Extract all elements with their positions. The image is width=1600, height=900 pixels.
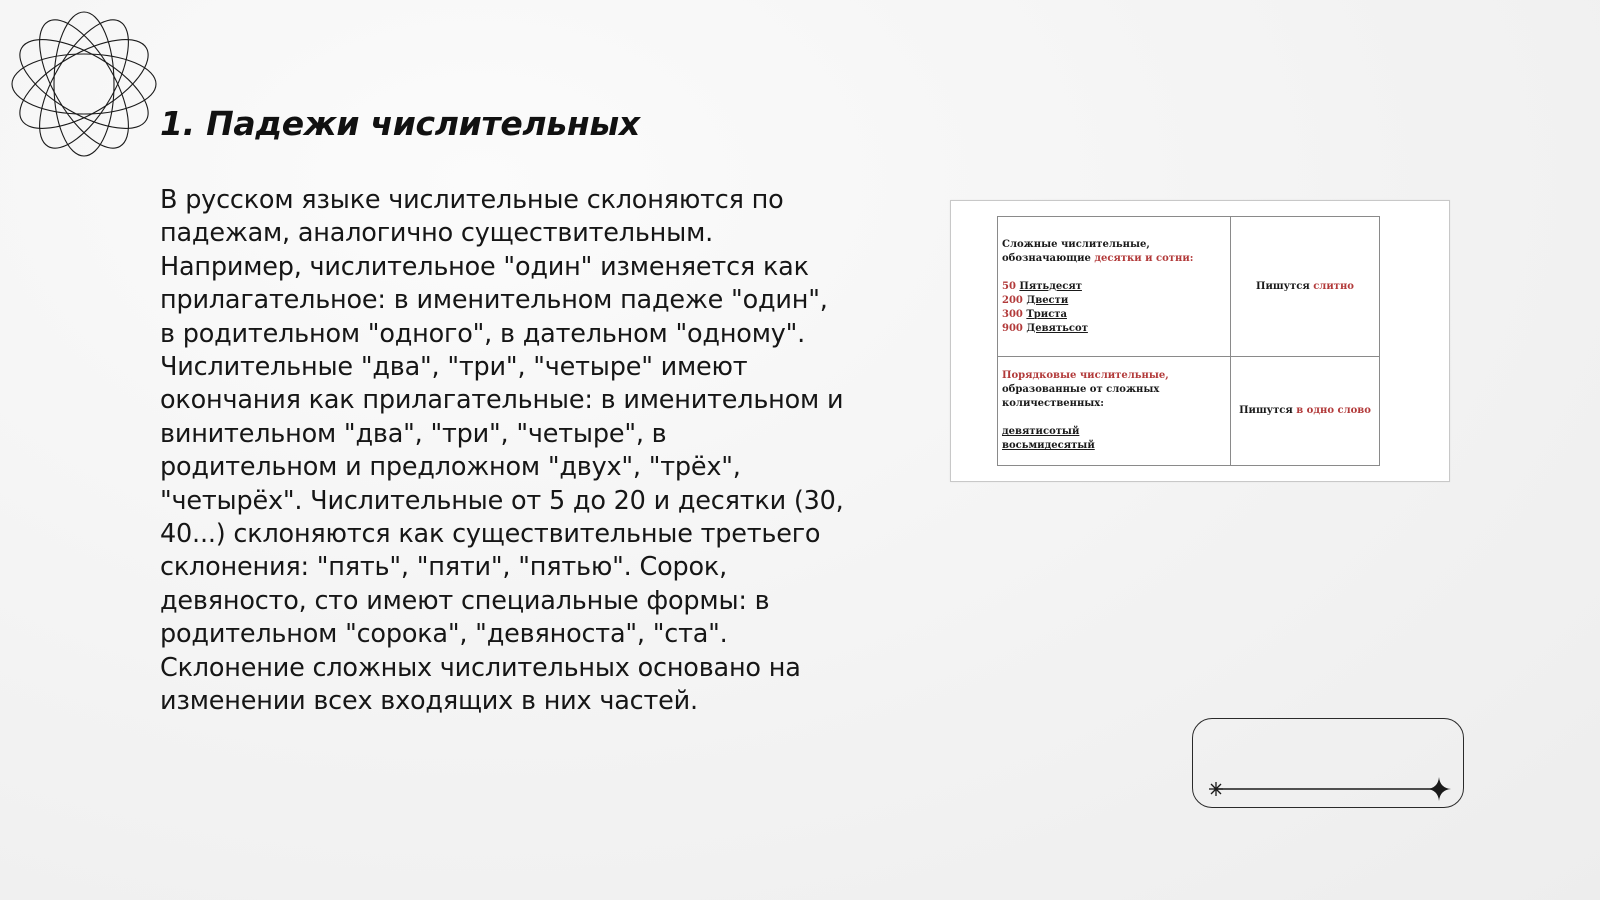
example-number: 300	[1002, 308, 1023, 320]
example-word: Девятьсот	[1026, 322, 1088, 334]
slide-body-text: В русском языке числительные склоняются по падежам, аналогично существительным. Например, числительное "один" изменяется как прилагательное: в именительном падеже "один", в родительном "одного", в дательном "одному". Числительные "два", "три", "четыре" имеют окончания как прилагательные: в именительном и винительном "два", "три", "четыре", в родительном и предложном "двух", "трёх", "четырёх". Числительные от 5 до 20 и десятки (30, 40...) склоняются как существительные третьего склонения: "пять", "пяти", "пятью". Сорок, девяносто, сто имеют специальные формы: в родительном "сорока", "девяноста", "ста". Склонение сложных числительных основано на изменении всех входящих в них частей.	[160, 185, 844, 717]
example-line	[1002, 308, 1226, 322]
sparkle-icon	[1209, 782, 1223, 796]
example-line	[1002, 280, 1226, 294]
orbit-rings-icon	[8, 8, 160, 160]
example-line	[1002, 294, 1226, 308]
numerals-rules-table	[997, 216, 1380, 466]
decorative-frame	[1192, 718, 1464, 808]
example-number: 200	[1002, 294, 1023, 306]
rule-highlight: в одно слово	[1296, 405, 1371, 416]
example-number: 900	[1002, 322, 1023, 334]
heading-highlight: Порядковые числительные,	[1002, 370, 1169, 381]
star-cross-icon	[1427, 777, 1451, 801]
example-line	[1002, 322, 1226, 336]
heading-highlight: десятки и сотни:	[1094, 252, 1194, 264]
table-cell-compound	[998, 217, 1231, 357]
example-word: Триста	[1026, 308, 1067, 320]
table-cell-rule	[1231, 217, 1380, 357]
example-word: девятисотый	[1002, 426, 1080, 437]
table-cell-ordinal	[998, 357, 1231, 466]
example-word: Пятьдесят	[1019, 280, 1082, 292]
numerals-table-image	[950, 200, 1450, 482]
rule-text: Пишутся	[1256, 280, 1310, 292]
decorative-line	[1193, 719, 1465, 809]
rule-text: Пишутся	[1239, 405, 1293, 416]
heading-text: обозначающие	[1002, 252, 1091, 264]
example-word: восьмидесятый	[1002, 440, 1095, 451]
slide-title: 1. Падежи числительных	[160, 104, 640, 143]
rule-highlight: слитно	[1313, 280, 1354, 292]
heading-text: Сложные числительные,	[1002, 238, 1150, 250]
table-cell-rule	[1231, 357, 1380, 466]
heading-text: образованные от сложных количественных:	[1002, 384, 1160, 409]
table-row	[998, 357, 1380, 466]
table-row	[998, 217, 1380, 357]
example-word: Двести	[1026, 294, 1069, 306]
cell-heading	[1002, 239, 1193, 264]
example-number: 50	[1002, 280, 1016, 292]
